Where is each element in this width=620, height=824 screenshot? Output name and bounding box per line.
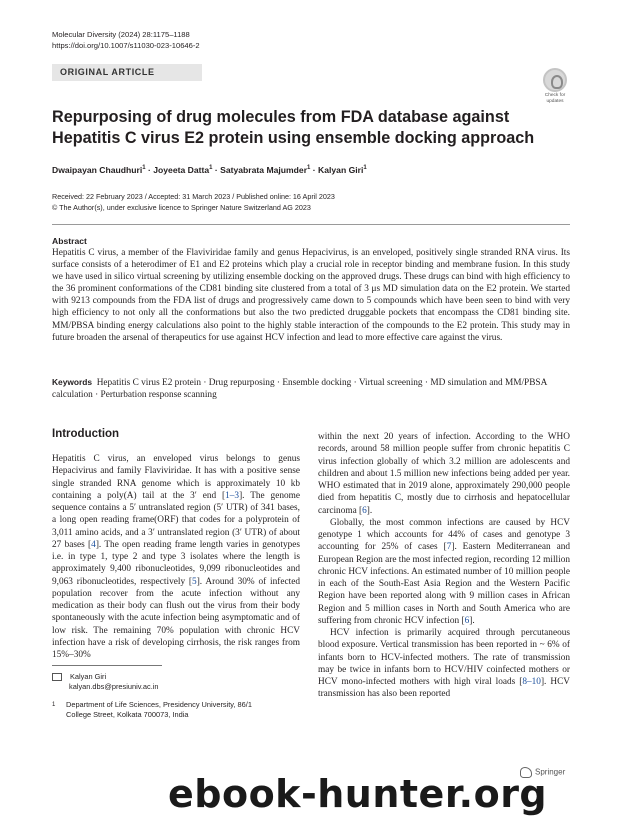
divider xyxy=(52,224,570,225)
body-paragraph xyxy=(318,431,570,517)
body-paragraph xyxy=(318,517,570,627)
footnote-divider xyxy=(52,665,162,666)
article-title: Repurposing of drug molecules from FDA database against Hepatitis C virus E2 protein using ensemble docking approach xyxy=(52,108,535,147)
author-name[interactable]: Joyeeta Datta xyxy=(153,164,210,175)
keywords xyxy=(52,376,570,402)
text-run: ]. The open reading frame length varies in genotypes i.e. in type 1, type 2 and type 3 isolates where the length is approximately 9,400 ribonucleotides, 9,099 ribonucleotides and 9,063 ribonucleotides, respectively [ xyxy=(52,539,300,587)
corresponding-author-name: Kalyan Giri xyxy=(70,672,107,681)
author-separator: · xyxy=(212,164,221,175)
publication-dates xyxy=(52,192,335,213)
journal-citation: Molecular Diversity (2024) 28:1175–1188 xyxy=(52,30,190,39)
author-name[interactable]: Satyabrata Majumder xyxy=(220,164,308,175)
author-separator: · xyxy=(310,164,319,175)
crossmark-label-2: updates xyxy=(546,99,564,105)
abstract-heading: Abstract xyxy=(52,236,87,246)
text-run: ]. Eastern Mediterranean and European Region are the most infected region, recording 12 million chronic HCV infections. An estimated number of 10 million people in each of the South-East Asia Region and the Western Pacific Region have been reported along with 9 million cases in African Region and 5 million cases in North and South America who are suffering from chronic HCV infection [ xyxy=(318,542,570,626)
text-run: ]. xyxy=(469,615,475,626)
author-affiliation-mark: 1 xyxy=(142,165,146,171)
citation-link[interactable]: 6 xyxy=(362,505,367,516)
text-run: Globally, the most common infections are caused by HCV genotype 1 which accounts for 44% of cases and genotype 3 accounting for 25% of cases [ xyxy=(318,517,570,553)
affiliation-number: 1 xyxy=(52,702,56,708)
doi-link[interactable]: https://doi.org/10.1007/s11030-023-10646-2 xyxy=(52,41,200,50)
citation-link[interactable]: 8–10 xyxy=(522,677,541,687)
envelope-icon xyxy=(52,673,62,681)
author-affiliation-mark: 1 xyxy=(209,165,213,171)
article-type-label: ORIGINAL ARTICLE xyxy=(52,64,202,81)
text-run: ]. The genome sequence contains a 5′ untranslated region (5′ UTR) of 341 bases, a long open reading frame(ORF) that codes for a polyprotein of 3,011 amino acids, and a 3′ untranslated region (3′ UTR) of about 27 bases [ xyxy=(52,490,300,550)
text-run: HCV infection is primarily acquired through percutaneous blood exposure. Vertical transmission has been reported in ~ 6% of infants born to HCV-infected mothers. The rate of transmission may be twice in infants born to HCV/HIV coinfected mothers or HCV mono-infected mothers with high viral loads [ xyxy=(318,628,570,687)
citation-link[interactable]: 6 xyxy=(464,615,470,626)
crossmark-icon xyxy=(543,68,567,92)
corresponding-author-email[interactable]: kalyan.dbs@presiuniv.ac.in xyxy=(69,682,159,691)
keywords-text: Hepatitis C virus E2 protein · Drug repurposing · Ensemble docking · Virtual screening · MD simulation and MM/PBSA calculation · Perturbation response scanning xyxy=(52,378,547,401)
author-separator: · xyxy=(145,164,154,175)
text-run: Hepatitis C virus, an enveloped virus belongs to genus Hepacivirus and family Flaviviridae. It has with a positive sense single stranded RNA genome which is approximately 10 kb containing a poly(A) tail at the 3′ end [ xyxy=(52,454,300,501)
body-paragraph xyxy=(318,627,570,701)
left-column xyxy=(52,453,300,661)
author-affiliation-mark: 1 xyxy=(307,165,311,171)
affiliation-line: Department of Life Sciences, Presidency University, 86/1 xyxy=(66,700,252,709)
author-affiliation-mark: 1 xyxy=(363,165,367,171)
text-run: within the next 20 years of infection. According to the WHO records, around 58 million people suffer from chronic hepatitis C virus infection globally of which 3.2 million are adolescents and children and about 1.5 million new infections being added per year. WHO estimated that in 2019 alone, approximately 290,000 people died from hepatitis C, mostly due to cirrhosis and hepatocellular carcinoma [ xyxy=(318,432,570,516)
author-list xyxy=(52,162,572,176)
check-for-updates-badge[interactable] xyxy=(539,68,571,104)
copyright-line: © The Author(s), under exclusive licence to Springer Nature Switzerland AG 2023 xyxy=(52,202,311,212)
right-column xyxy=(318,431,570,701)
citation-link[interactable]: 7 xyxy=(446,542,452,553)
text-run: ]. xyxy=(366,505,373,516)
correspondence xyxy=(52,672,159,692)
journal-header xyxy=(52,29,200,51)
text-run: ]. Around 30% of infected population recover from the acute infection without any medication as their body can flush out the virus from their body spontaneously with the acute infection being asymptomatic and of low risk. The remaining 70% population with chronic HCV infection have a risk of developing cirrhosis, the risk ranges from 15%–30% xyxy=(52,576,300,660)
keywords-heading: Keywords xyxy=(52,377,93,387)
author-name[interactable]: Kalyan Giri xyxy=(318,164,364,175)
text-run: ]. HCV transmission has also been reported xyxy=(318,677,570,700)
crossmark-label-1: Check for xyxy=(544,93,566,98)
introduction-heading: Introduction xyxy=(52,428,120,440)
body-paragraph xyxy=(52,453,300,661)
author-name[interactable]: Dwaipayan Chaudhuri xyxy=(52,164,143,175)
affiliation xyxy=(52,700,282,720)
citation-link[interactable]: 4 xyxy=(91,539,96,550)
abstract-text: Hepatitis C virus, a member of the Flaviviridae family and genus Hepacivirus, is an enveloped, positively single stranded RNA virus. Its surface consists of a heterodimer of E1 and E2 proteins which play a crucial role in receptor binding and membrane fusion. In this study we have used in silico virtual screening by utilizing ensemble docking on the approved drugs. These drugs can bind with high efficiency to the 36 prominent conformations of the CD81 binding site clustered from a total of 3 μs MD simulation data on the E2 protein. We started with 9213 compounds from the FDA list of drugs and progressively came down to 5 compounds which have been seen to bind with very high efficiency to not only all the conformations but also the two predicted druggable pockets that encompass the CD81 binding site. MM/PBSA binding energy calculations also point to the highly stable interaction of the compounds to the E2 protein. This study may in future broaden the arsenal of therapeutics for use against HCV infection and lead to more effective care against the virus. xyxy=(52,248,570,343)
citation-link[interactable]: 1–3 xyxy=(225,490,240,501)
publisher-name: Springer xyxy=(535,767,566,777)
citation-link[interactable]: 5 xyxy=(192,576,197,587)
history-dates: Received: 22 February 2023 / Accepted: 31 March 2023 / Published online: 16 April 2023 xyxy=(52,192,335,201)
affiliation-line: College Street, Kolkata 700073, India xyxy=(66,710,189,719)
watermark: ebook-hunter.org xyxy=(168,772,548,816)
